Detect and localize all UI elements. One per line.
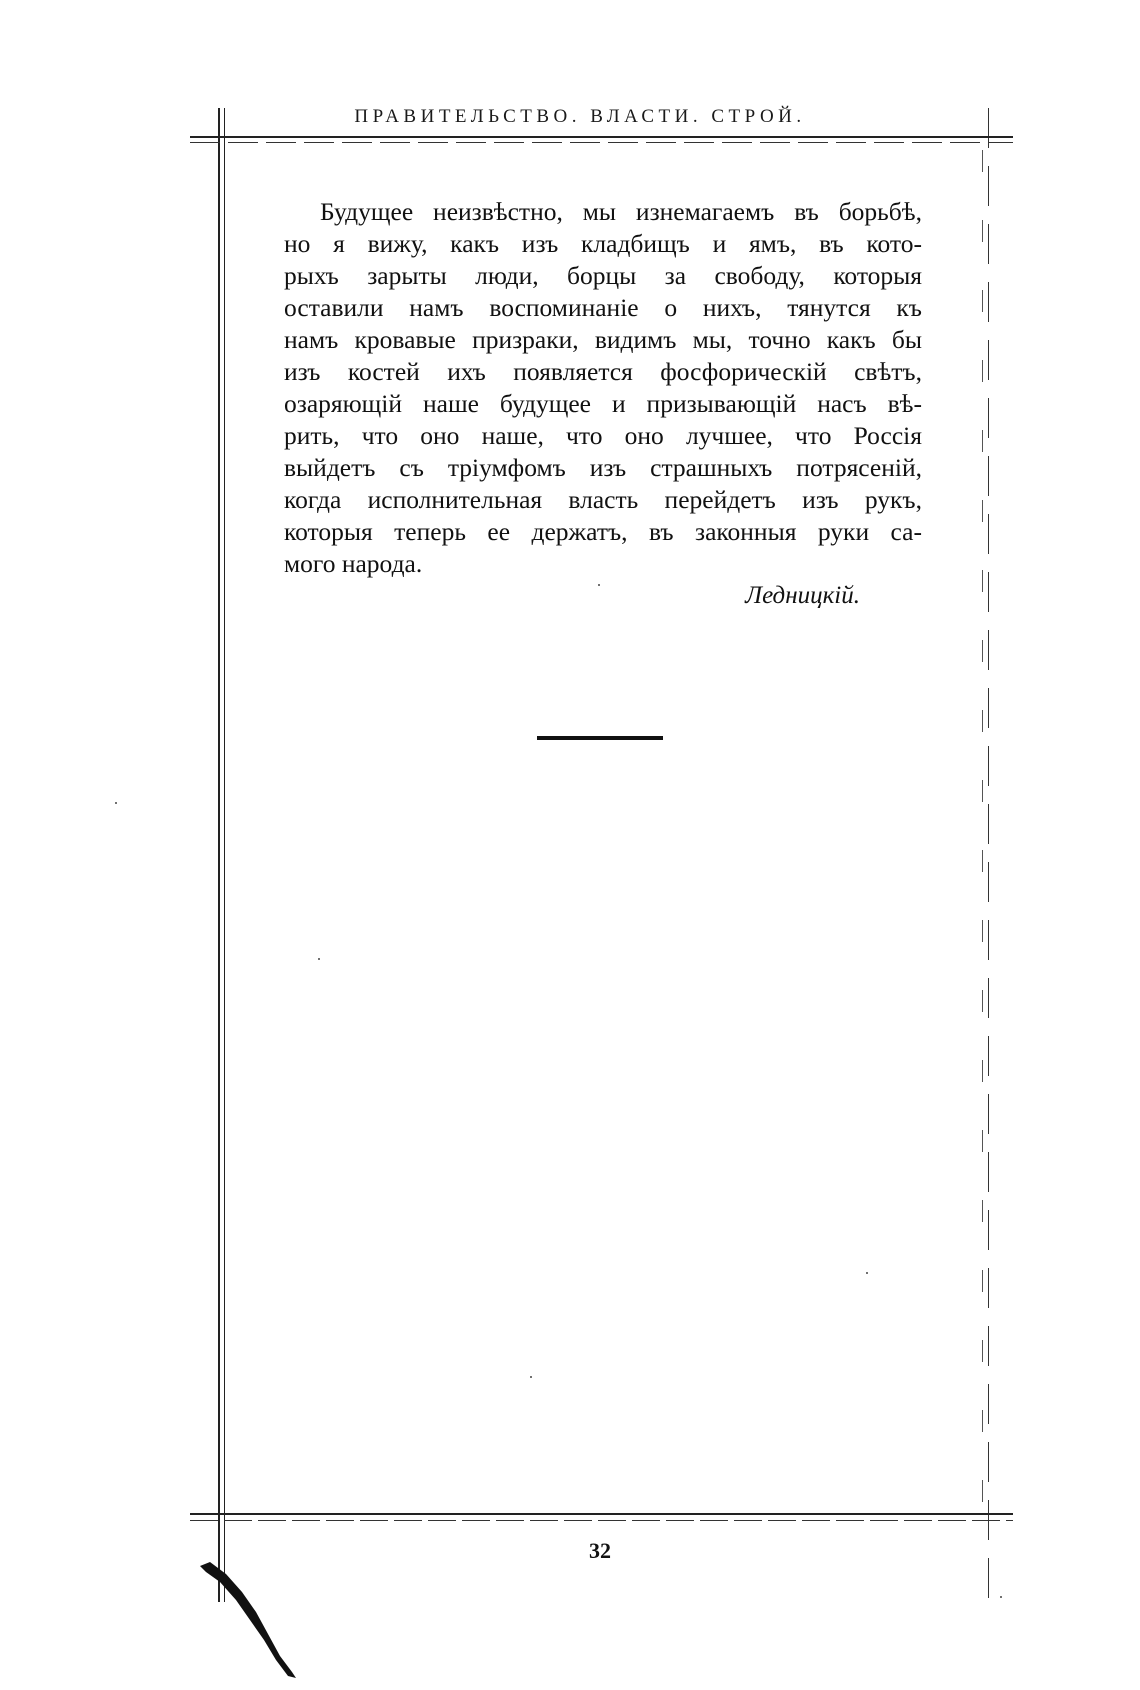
- body-paragraph: [284, 196, 922, 580]
- running-head: ПРАВИТЕЛЬСТВО. ВЛАСТИ. СТРОЙ.: [354, 106, 806, 127]
- right-frame-rule-inner: [982, 150, 983, 1550]
- scan-artifact-mark: [196, 1560, 306, 1690]
- text-line: оставили намъ воспоминаніе о нихъ, тянутся къ: [284, 293, 922, 322]
- scan-speck: [115, 802, 117, 804]
- scan-speck: [1000, 1596, 1002, 1598]
- left-frame-rule-inner: [224, 108, 225, 1602]
- text-line: изъ костей ихъ появляется фосфорическій свѣтъ,: [284, 357, 922, 386]
- page-number: 32: [589, 1538, 611, 1563]
- text-line: выйдетъ съ тріумфомъ изъ страшныхъ потрясеній,: [284, 453, 922, 482]
- left-frame-rule-outer: [218, 108, 220, 1602]
- text-line: которыя теперь ее держатъ, въ законныя руки са-: [284, 517, 922, 546]
- author-signature: Ледницкій.: [745, 582, 860, 609]
- text-line: Будущее неизвѣстно, мы изнемагаемъ въ борьбѣ,: [320, 197, 922, 226]
- section-end-rule: [537, 736, 663, 740]
- text-line: рить, что оно наше, что оно лучшее, что Россія: [284, 421, 922, 450]
- top-rule-upper: [190, 136, 1013, 138]
- text-line: рыхъ зарыты люди, борцы за свободу, которыя: [284, 261, 922, 290]
- scan-speck: [318, 958, 320, 960]
- scan-speck: [530, 1376, 532, 1378]
- text-line: мого народа.: [284, 549, 423, 578]
- text-line: но я вижу, какъ изъ кладбищъ и ямъ, въ кото-: [284, 229, 922, 258]
- bottom-rule-upper: [190, 1513, 1013, 1515]
- text-line: озаряющій наше будущее и призывающій насъ вѣ-: [284, 389, 922, 418]
- text-line: когда исполнительная власть перейдетъ изъ рукъ,: [284, 485, 922, 514]
- scan-speck: [866, 1272, 868, 1274]
- top-rule-lower: [190, 142, 1013, 143]
- scan-speck: [598, 584, 600, 586]
- text-line: намъ кровавые призраки, видимъ мы, точно какъ бы: [284, 325, 922, 354]
- bottom-rule-lower: [190, 1520, 1013, 1521]
- right-frame-rule: [988, 108, 989, 1602]
